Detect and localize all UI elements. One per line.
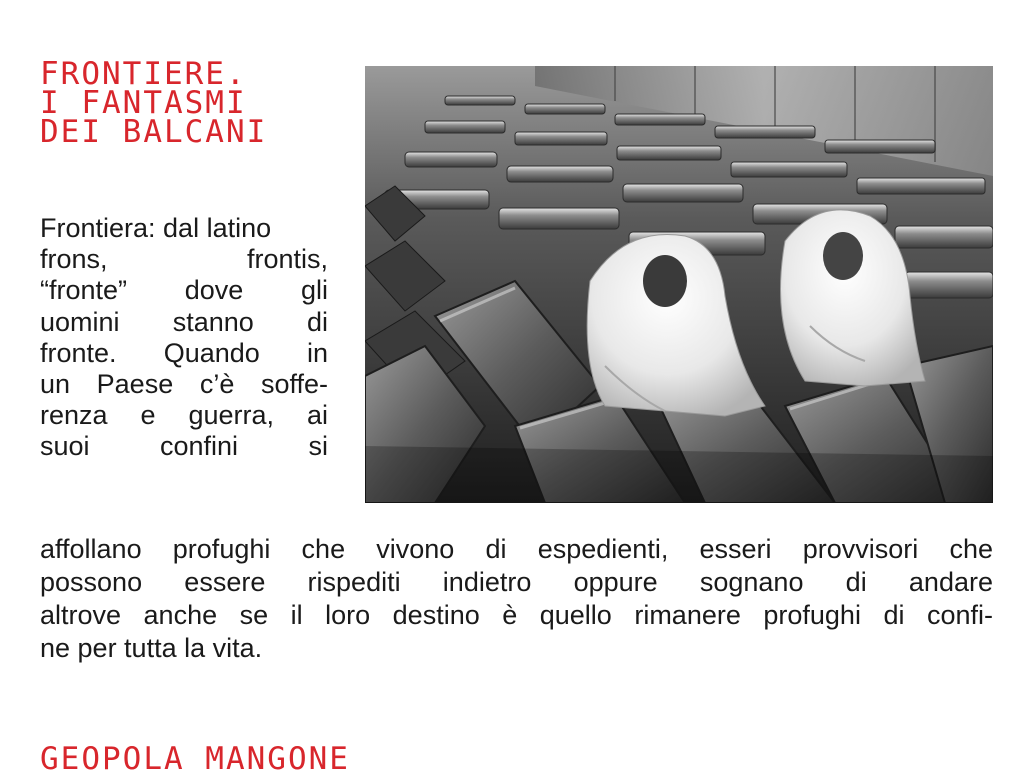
body-line: “fronte” dove gli: [40, 275, 328, 306]
photo-coffins-mourners-icon: [365, 66, 993, 503]
body-line: frons, frontis,: [40, 244, 328, 275]
body-line: uomini stanno di: [40, 306, 328, 337]
body-line: suoi confini si: [40, 431, 328, 462]
title-line-3: DEI BALCANI: [40, 114, 268, 150]
body-line: ne per tutta la vita.: [40, 633, 263, 663]
article-title: [40, 56, 350, 150]
article-photo: [365, 66, 993, 503]
body-line: fronte. Quando in: [40, 337, 328, 368]
body-line: altrove anche se il loro destino è quello rimanere profughi di confi-: [40, 600, 993, 630]
body-line: Frontiera: dal latino: [40, 213, 272, 243]
next-section-heading: GEOPOLA MANGONE: [40, 741, 350, 777]
body-line: renza e guerra, ai: [40, 400, 328, 431]
body-text-wide: [40, 533, 993, 665]
body-line: possono essere rispediti indietro oppure sognano di andare: [40, 567, 993, 597]
title-line-2: I FANTASMI: [40, 85, 247, 121]
body-text-narrow: [40, 213, 328, 463]
body-line: un Paese c’è soffe-: [40, 369, 328, 400]
title-line-1: FRONTIERE.: [40, 56, 247, 92]
body-line: affollano profughi che vivono di espedienti, esseri provvisori che: [40, 534, 993, 564]
